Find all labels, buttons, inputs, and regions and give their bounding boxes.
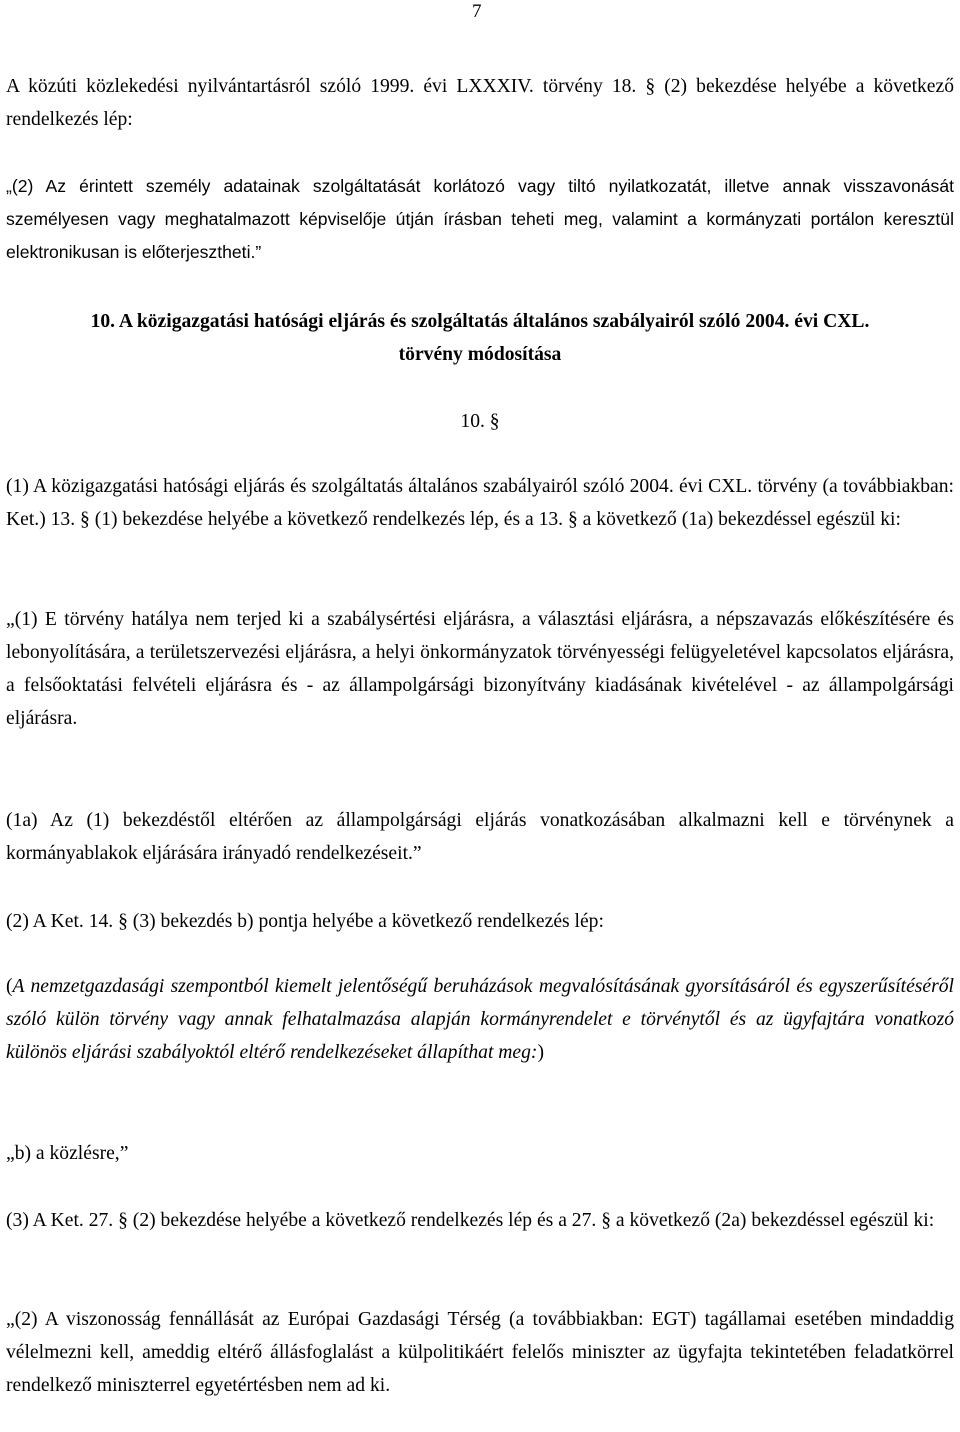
- amendment-paragraph-1: (1) A közigazgatási hatósági eljárás és szolgáltatás általános szabályairól szóló 2004. évi CXL. törvény (a továbbiakban: Ket.) 13. § (1) bekezdése helyébe a következő rendelkezés lép, és a 13. § a következő (1a) bekezdéssel egészül ki:: [6, 476, 954, 530]
- page-number: 7: [472, 1, 482, 22]
- quoted-paragraph-1: „(1) E törvény hatálya nem terjed ki a szabálysértési eljárásra, a választási eljárásra, a népszavazás előkészítésére és lebonyolítására, a területszervezési eljárásra, a helyi önkormányzatok törvényességi felügyeletével kapcsolatos eljárásra, a felsőoktatási felvételi eljárásra és - az állampolgársági bizonyítvány kiadásának kivételével - az állampolgársági eljárásra.: [6, 609, 954, 729]
- section-number: 10. §: [460, 411, 500, 432]
- quoted-paragraph-2: „(2) A viszonosság fennállását az Európai Gazdasági Térség (a továbbiakban: EGT) tagállamai esetében mindaddig vélelmezni kell, ameddig eltérő állásfoglalást a külpolitikáért felelős miniszter az ügyfajta tekintetében feladatkörrel rendelkező miniszterrel egyetértésben nem ad ki.: [6, 1309, 954, 1396]
- amendment-paragraph-3: (3) A Ket. 27. § (2) bekezdése helyébe a következő rendelkezés lép és a 27. § a következő (2a) bekezdéssel egészül ki:: [6, 1210, 935, 1231]
- intro-paragraph: A közúti közlekedési nyilvántartásról szóló 1999. évi LXXXIV. törvény 18. § (2) bekezdése helyébe a következő rendelkezés lép:: [6, 76, 954, 130]
- amendment-paragraph-2: (2) A Ket. 14. § (3) bekezdés b) pontja helyébe a következő rendelkezés lép:: [6, 911, 604, 932]
- quoted-point-b: „b) a közlésre,”: [6, 1143, 129, 1164]
- quoted-amendment-paragraph: „(2) Az érintett személy adatainak szolgáltatását korlátozó vagy tiltó nyilatkozatát, illetve annak visszavonását személyesen vagy meghatalmazott képviselője útján írásban teheti meg, valamint a kormányzati portálon keresztül elektronikusan is előterjesztheti.”: [6, 176, 954, 262]
- open-paren: (: [6, 976, 13, 997]
- quoted-paragraph-1a: (1a) Az (1) bekezdéstől eltérően az állampolgársági eljárás vonatkozásában alkalmazni kell e törvénynek a kormányablakok eljárására irányadó rendelkezéseit.”: [6, 810, 954, 864]
- italic-context-text: A nemzetgazdasági szempontból kiemelt jelentőségű beruházások megvalósításának gyorsításáról és egyszerűsítéséről szóló külön törvény vagy annak felhatalmazása alapján kormányrendelet e törvénytől és az ügyfajtára vonatkozó különös eljárási szabályoktól eltérő rendelkezéseket állapíthat meg:: [6, 976, 954, 1063]
- section-heading: 10. A közigazgatási hatósági eljárás és szolgáltatás általános szabályairól szóló 2004. évi CXL. törvény módosítása: [90, 311, 870, 365]
- italic-context-paragraph: [6, 970, 954, 1069]
- close-paren: ): [537, 1042, 544, 1063]
